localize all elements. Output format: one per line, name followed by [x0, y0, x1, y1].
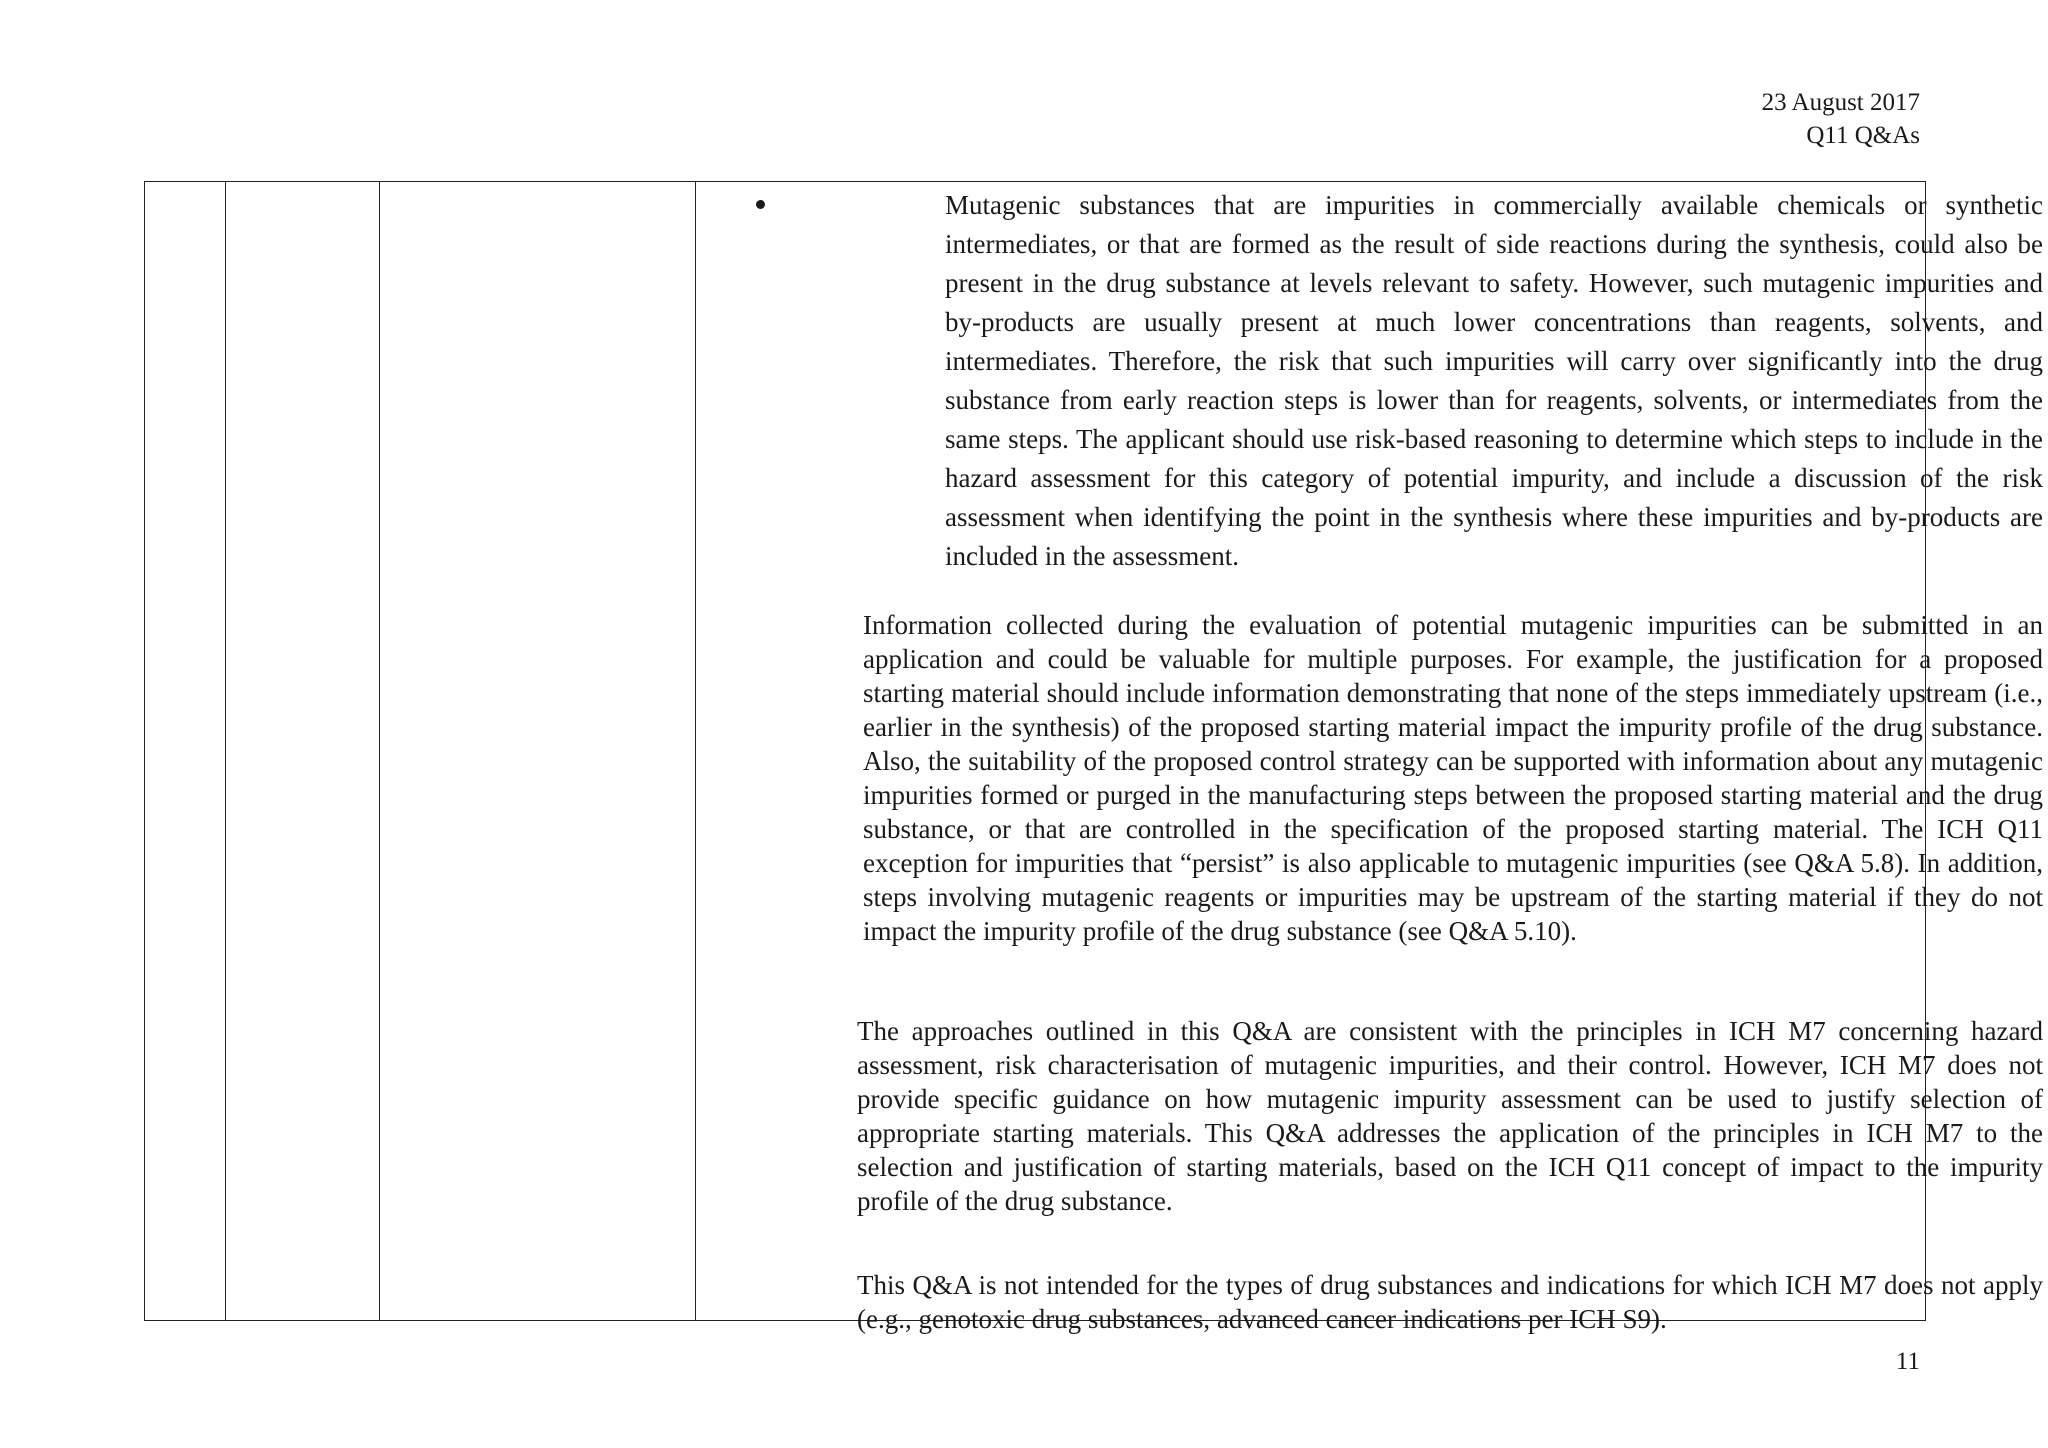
column-divider-1	[225, 182, 226, 1320]
header-document-title: Q11 Q&As	[1806, 122, 1920, 149]
qa-table	[144, 181, 2043, 1334]
paragraph-approaches-outlined: The approaches outlined in this Q&A are consistent with the principles in ICH M7 concerning hazard assessment, risk characterisation of mutagenic impurities, and their control. However, ICH M7 does not provide specific guidance on how mutagenic impurity assessment can be used to justify selection of appropriate starting materials. This Q&A addresses the application of the principles in ICH M7 to the selection and justification of starting materials, based on the ICH Q11 concept of impact to the impurity profile of the drug substance.	[857, 1016, 2043, 1216]
header-date: 23 August 2017	[1761, 89, 1920, 116]
page-number: 11	[1895, 1348, 1920, 1375]
bullet-item	[945, 186, 2043, 576]
paragraph-not-intended: This Q&A is not intended for the types of drug substances and indications for which ICH M7 does not apply (e.g., genotoxic drug substances, advanced cancer indications per ICH S9).	[857, 1270, 2043, 1334]
bullet-dot-icon	[756, 200, 765, 209]
paragraph-information-collected: Information collected during the evaluation of potential mutagenic impurities can be submitted in an application and could be valuable for multiple purposes. For example, the justification for a proposed starting material should include information demonstrating that none of the steps immediately upstream (i.e., earlier in the synthesis) of the proposed starting material impact the impurity profile of the drug substance. Also, the suitability of the proposed control strategy can be supported with information about any mutagenic impurities formed or purged in the manufacturing steps between the proposed starting material and the drug substance, or that are controlled in the specification of the proposed starting material. The ICH Q11 exception for impurities that “persist” is also applicable to mutagenic impurities (see Q&A 5.8). In addition, steps involving mutagenic reagents or impurities may be upstream of the starting material if they do not impact the impurity profile of the drug substance (see Q&A 5.10).	[863, 610, 2043, 946]
column-divider-2	[379, 182, 380, 1320]
page-header	[1762, 86, 1920, 152]
column-divider-3	[695, 182, 696, 1320]
answer-cell	[845, 182, 2043, 1334]
bullet-item-text: Mutagenic substances that are impurities in commercially available chemicals or synthetic intermediates, or that are formed as the result of side reactions during the synthesis, could also be present in the drug substance at levels relevant to safety. However, such mutagenic impurities and by-products are usually present at much lower concentrations than reagents, solvents, and intermediates. Therefore, the risk that such impurities will carry over significantly into the drug substance from early reaction steps is lower than for reagents, solvents, or intermediates from the same steps. The applicant should use risk-based reasoning to determine which steps to include in the hazard assessment for this category of potential impurity, and include a discussion of the risk assessment when identifying the point in the synthesis where these impurities and by-products are included in the assessment.	[945, 190, 2043, 571]
